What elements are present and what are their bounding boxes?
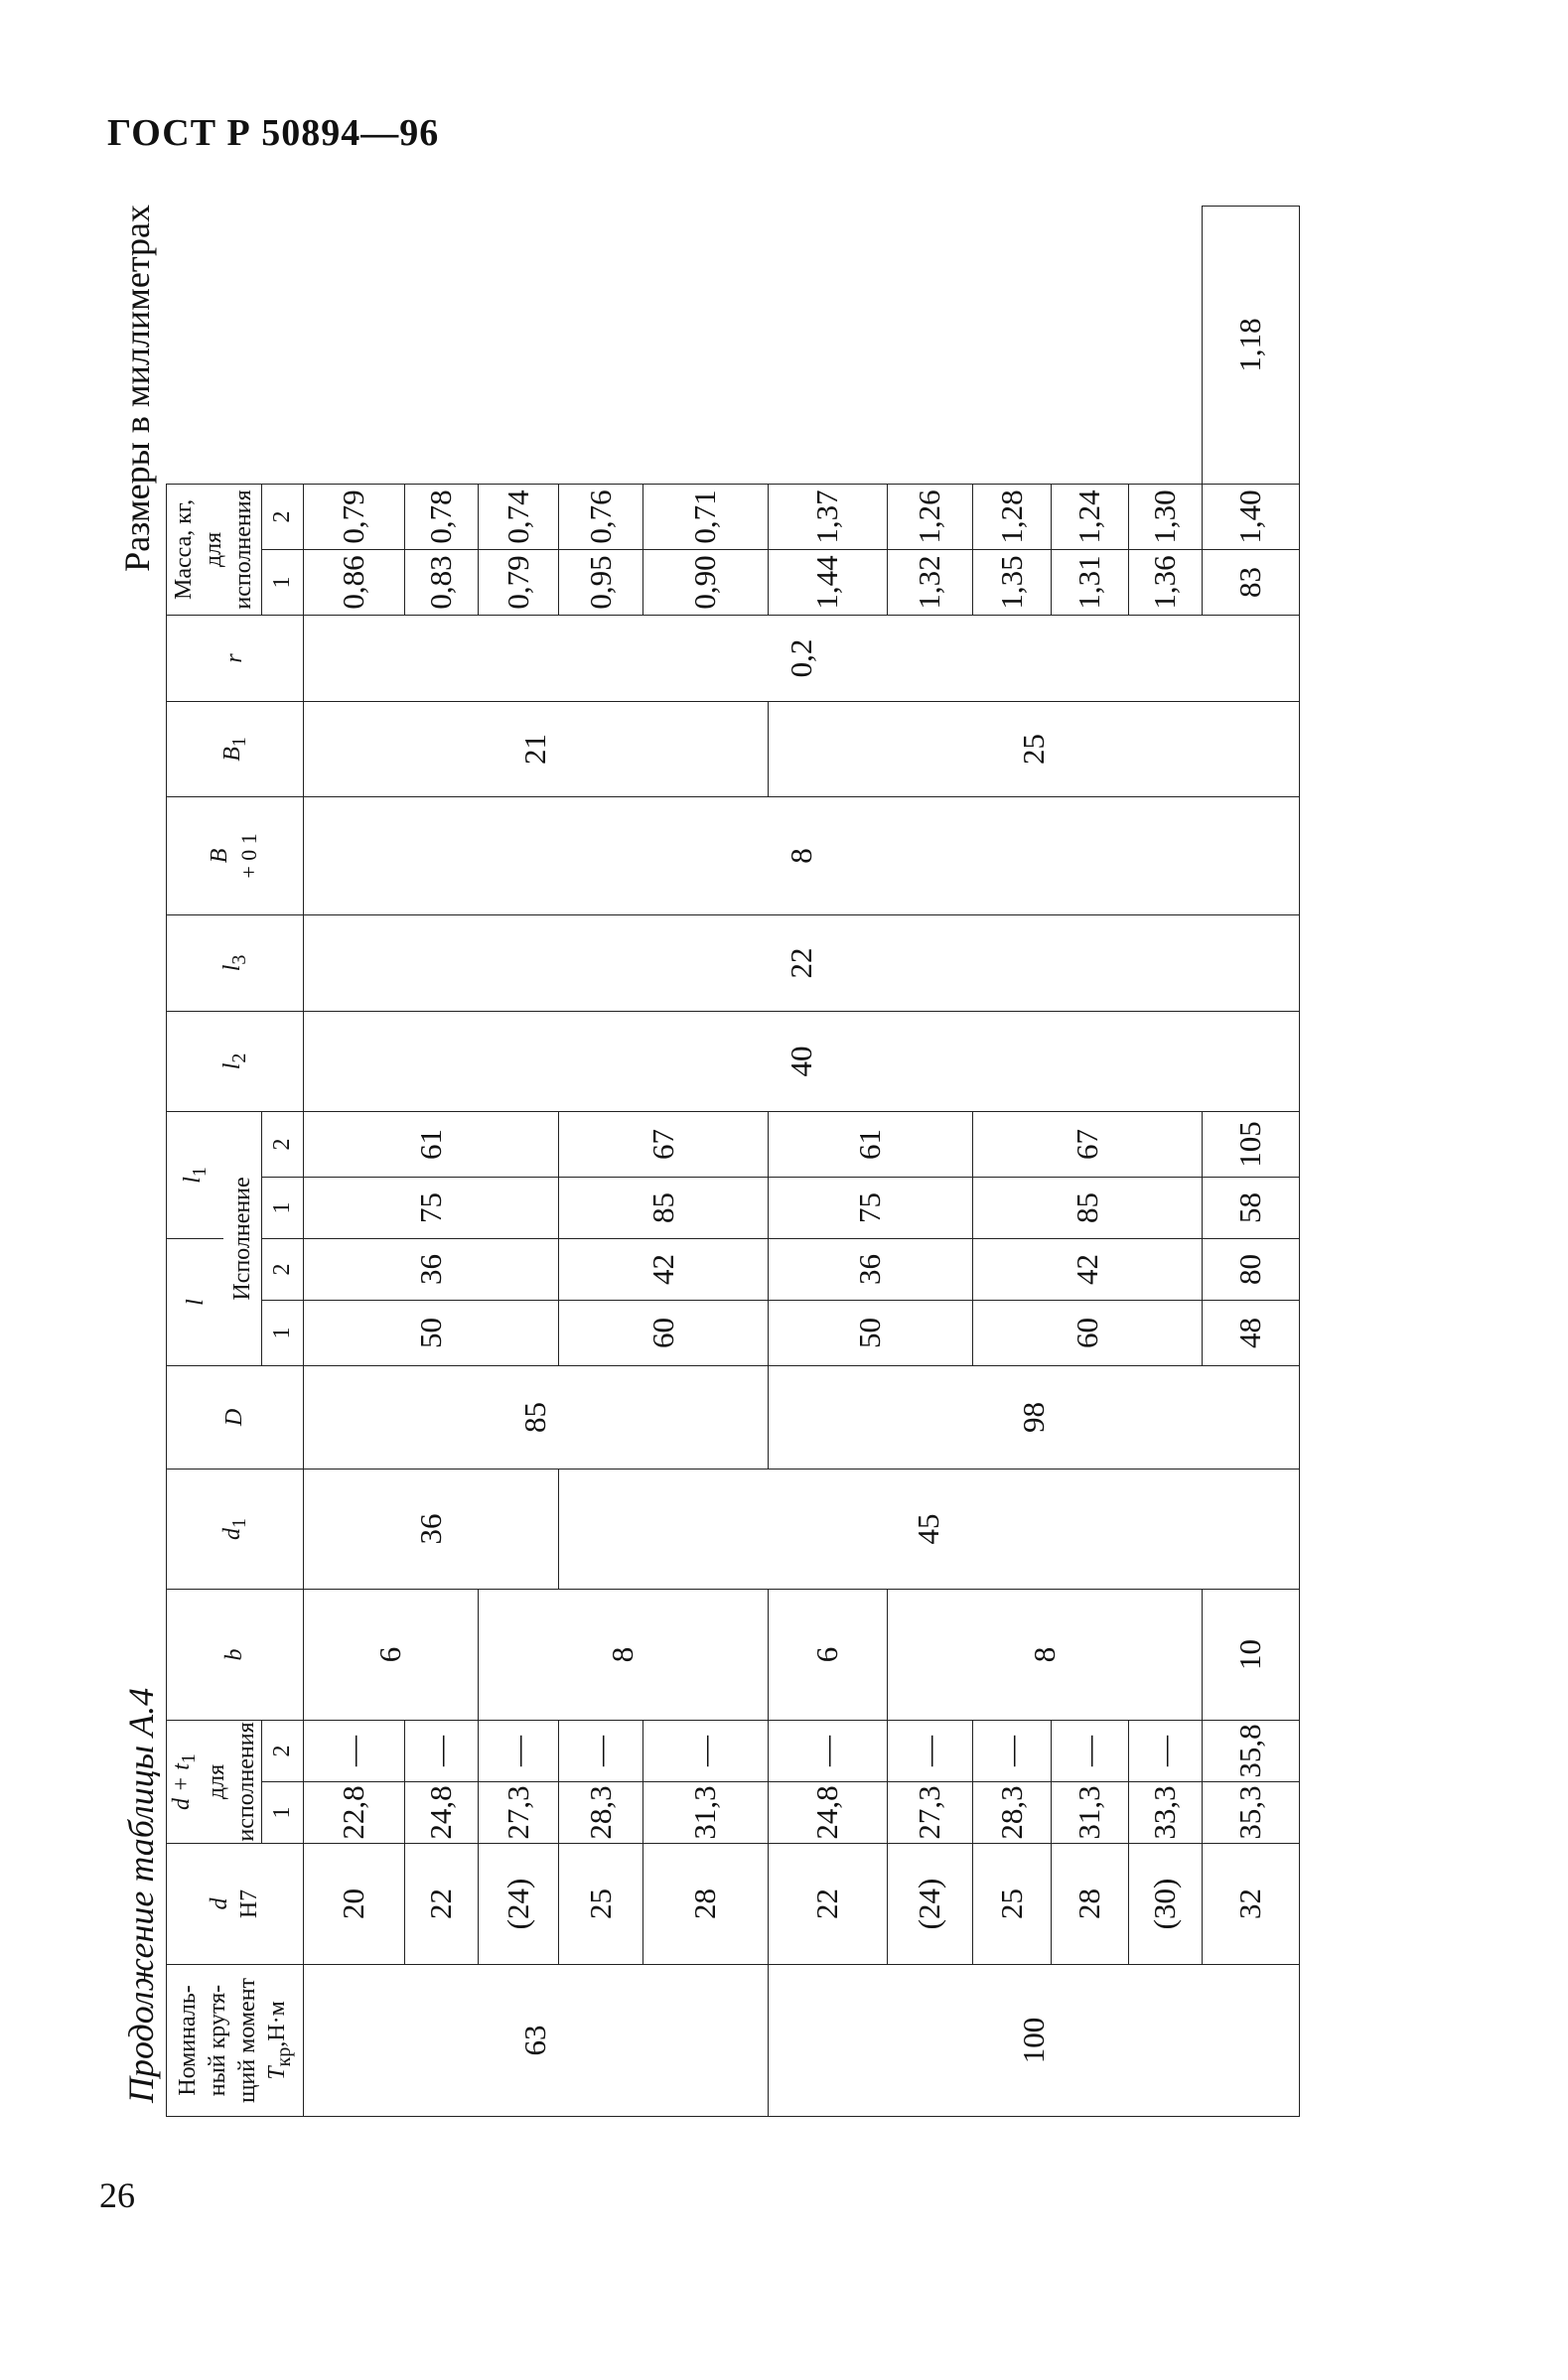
mass2-cell: 1,26 bbox=[887, 484, 972, 549]
header-execution: Исполнение bbox=[223, 1111, 261, 1365]
header-d-plus-t1: $d + t_1$ для исполнения bbox=[167, 1720, 262, 1843]
d1-cell: 45 bbox=[558, 1469, 1299, 1589]
dt1-cell: 33,3 bbox=[1128, 1782, 1202, 1844]
l1-exec1-cell: 75 bbox=[303, 1177, 558, 1238]
l-exec2-cell: 36 bbox=[303, 1238, 558, 1300]
mass2-cell: 1,30 bbox=[1128, 484, 1202, 549]
mass1-cell: 1,35 bbox=[972, 549, 1051, 615]
table-row bbox=[972, 207, 1051, 2117]
l1-exec2-cell: 67 bbox=[972, 1111, 1202, 1177]
dt1-cell: 24,8 bbox=[768, 1782, 887, 1844]
dt1-cell: 31,3 bbox=[642, 1782, 768, 1844]
l1-exec1-cell: 85 bbox=[972, 1177, 1202, 1238]
header-D: D bbox=[167, 1365, 304, 1469]
d-cell: (24) bbox=[478, 1844, 558, 1965]
d-cell: 28 bbox=[1051, 1844, 1128, 1965]
d-cell: 25 bbox=[558, 1844, 642, 1965]
dt1-cell: 24,8 bbox=[404, 1782, 478, 1844]
l-exec2-cell: 58 bbox=[1202, 1177, 1299, 1238]
header-l1-exec-1: 1 bbox=[261, 1177, 303, 1238]
mass1-cell: 0,95 bbox=[558, 549, 642, 615]
l1-exec2-cell: 83 bbox=[1202, 549, 1299, 615]
l3-cell: 22 bbox=[303, 914, 1299, 1011]
l-exec1-cell: 60 bbox=[972, 1300, 1202, 1365]
header-l: l bbox=[167, 1238, 224, 1365]
table-caption-bar bbox=[102, 199, 172, 2125]
header-d-h7: d H7 bbox=[167, 1844, 304, 1965]
l1-exec2-cell: 61 bbox=[303, 1111, 558, 1177]
dimensions-table bbox=[166, 206, 1300, 2117]
dt1-cell: 27,3 bbox=[478, 1782, 558, 1844]
mass1-cell: 0,90 bbox=[642, 549, 768, 615]
dt2-cell: — bbox=[642, 1720, 768, 1781]
dt2-cell: — bbox=[303, 1720, 404, 1781]
dt2-cell: — bbox=[1051, 1720, 1128, 1781]
r-cell: 0,2 bbox=[303, 615, 1299, 701]
b-cell: 8 bbox=[887, 1589, 1202, 1720]
mass1-cell: 0,86 bbox=[303, 549, 404, 615]
d-cell: (30) bbox=[1128, 1844, 1202, 1965]
header-B: B + 0 1 bbox=[167, 796, 304, 914]
d1-cell: 36 bbox=[303, 1469, 558, 1589]
l2-cell: 40 bbox=[303, 1011, 1299, 1111]
dt1-cell: 35,3 bbox=[1202, 1782, 1299, 1844]
l1-exec1-cell: 75 bbox=[768, 1177, 972, 1238]
d-cell: 28 bbox=[642, 1844, 768, 1965]
document-header: ГОСТ Р 50894—96 bbox=[107, 112, 440, 154]
b-cell: 8 bbox=[478, 1589, 768, 1720]
mass1-cell: 0,83 bbox=[404, 549, 478, 615]
l-exec1-cell: 80 bbox=[1202, 1238, 1299, 1300]
dt2-cell: — bbox=[404, 1720, 478, 1781]
dt1-cell: 31,3 bbox=[1051, 1782, 1128, 1844]
D-cell: 85 bbox=[303, 1365, 768, 1469]
header-B1: $B_1$ bbox=[167, 701, 304, 796]
dt1-cell: 22,8 bbox=[303, 1782, 404, 1844]
B-cell: 8 bbox=[303, 796, 1299, 914]
dt2-cell: — bbox=[887, 1720, 972, 1781]
dt2-cell: — bbox=[558, 1720, 642, 1781]
dt2-cell: — bbox=[768, 1720, 887, 1781]
page-number: 26 bbox=[99, 2175, 135, 2215]
mass2-cell: 0,78 bbox=[404, 484, 478, 549]
header-mass-exec-1: 1 bbox=[261, 549, 303, 615]
dt2-cell: 35,8 bbox=[1202, 1720, 1299, 1781]
l-exec2-cell: 42 bbox=[972, 1238, 1202, 1300]
table-row bbox=[303, 207, 404, 2117]
mass2-cell: 0,79 bbox=[303, 484, 404, 549]
mass2-cell: 1,37 bbox=[768, 484, 887, 549]
torque-cell: 100 bbox=[768, 1965, 1299, 2117]
units-note: Размеры в миллиметрах bbox=[117, 205, 157, 572]
header-torque: Номиналь- ный крутя- щий момент $T_{кр},Н\cdot м$ bbox=[167, 1965, 304, 2117]
header-d1: $d_1$ bbox=[167, 1469, 304, 1589]
l1-exec1-cell: 105 bbox=[1202, 1111, 1299, 1177]
header-mass-exec-2: 2 bbox=[261, 484, 303, 549]
header-l3: $l_3$ bbox=[167, 914, 304, 1011]
header-l1-exec-2: 2 bbox=[261, 1111, 303, 1177]
header-row-1 bbox=[167, 207, 224, 2117]
dt1-cell: 28,3 bbox=[972, 1782, 1051, 1844]
d-cell: (24) bbox=[887, 1844, 972, 1965]
dt2-cell: — bbox=[972, 1720, 1051, 1781]
l-exec1-cell: 50 bbox=[768, 1300, 972, 1365]
dt1-cell: 27,3 bbox=[887, 1782, 972, 1844]
header-r: r bbox=[167, 615, 304, 701]
mass1-cell: 1,32 bbox=[887, 549, 972, 615]
header-b: b bbox=[167, 1589, 304, 1720]
mass1-cell: 1,31 bbox=[1051, 549, 1128, 615]
mass1-cell: 1,44 bbox=[768, 549, 887, 615]
header-l-exec-2: 2 bbox=[261, 1238, 303, 1300]
b-cell: 6 bbox=[303, 1589, 478, 1720]
d-cell: 20 bbox=[303, 1844, 404, 1965]
d-cell: 25 bbox=[972, 1844, 1051, 1965]
header-dt-exec-1: 1 bbox=[261, 1782, 303, 1844]
l-exec1-cell: 50 bbox=[303, 1300, 558, 1365]
dt2-cell: — bbox=[478, 1720, 558, 1781]
l-exec1-cell: 60 bbox=[558, 1300, 768, 1365]
header-l-exec-1: 1 bbox=[261, 1300, 303, 1365]
l-exec2-cell: 36 bbox=[768, 1238, 972, 1300]
d-cell: 22 bbox=[768, 1844, 887, 1965]
l1-exec2-cell: 67 bbox=[558, 1111, 768, 1177]
l1-exec2-cell: 61 bbox=[768, 1111, 972, 1177]
d-cell: 22 bbox=[404, 1844, 478, 1965]
mass1-cell: 1,40 bbox=[1202, 484, 1299, 549]
table-caption: Продолжение таблицы А.4 bbox=[121, 1687, 161, 2103]
mass2-cell: 1,24 bbox=[1051, 484, 1128, 549]
header-mass: Масса, кг, для исполнения bbox=[167, 484, 262, 615]
b-cell: 6 bbox=[768, 1589, 887, 1720]
dt1-cell: 28,3 bbox=[558, 1782, 642, 1844]
header-l1: $l_1$ bbox=[167, 1111, 224, 1238]
mass2-cell: 0,74 bbox=[478, 484, 558, 549]
torque-cell: 63 bbox=[303, 1965, 768, 2117]
rotated-table-block bbox=[102, 199, 1493, 2125]
B1-cell: 21 bbox=[303, 701, 768, 796]
dt2-cell: — bbox=[1128, 1720, 1202, 1781]
mass2-cell: 1,18 bbox=[1202, 207, 1299, 485]
mass2-cell: 1,28 bbox=[972, 484, 1051, 549]
l1-exec1-cell: 85 bbox=[558, 1177, 768, 1238]
b-cell: 10 bbox=[1202, 1589, 1299, 1720]
table-row bbox=[558, 207, 642, 2117]
table-row bbox=[1202, 207, 1299, 2117]
B1-cell: 25 bbox=[768, 701, 1299, 796]
mass1-cell: 1,36 bbox=[1128, 549, 1202, 615]
d-cell: 32 bbox=[1202, 1844, 1299, 1965]
table-row bbox=[768, 207, 887, 2117]
d1-cell: 48 bbox=[1202, 1300, 1299, 1365]
l-exec2-cell: 42 bbox=[558, 1238, 768, 1300]
mass1-cell: 0,79 bbox=[478, 549, 558, 615]
header-dt-exec-2: 2 bbox=[261, 1720, 303, 1781]
header-row-3 bbox=[261, 207, 303, 2117]
mass2-cell: 0,76 bbox=[558, 484, 642, 549]
D-cell: 98 bbox=[768, 1365, 1299, 1469]
mass2-cell: 0,71 bbox=[642, 484, 768, 549]
header-l2: $l_2$ bbox=[167, 1011, 304, 1111]
